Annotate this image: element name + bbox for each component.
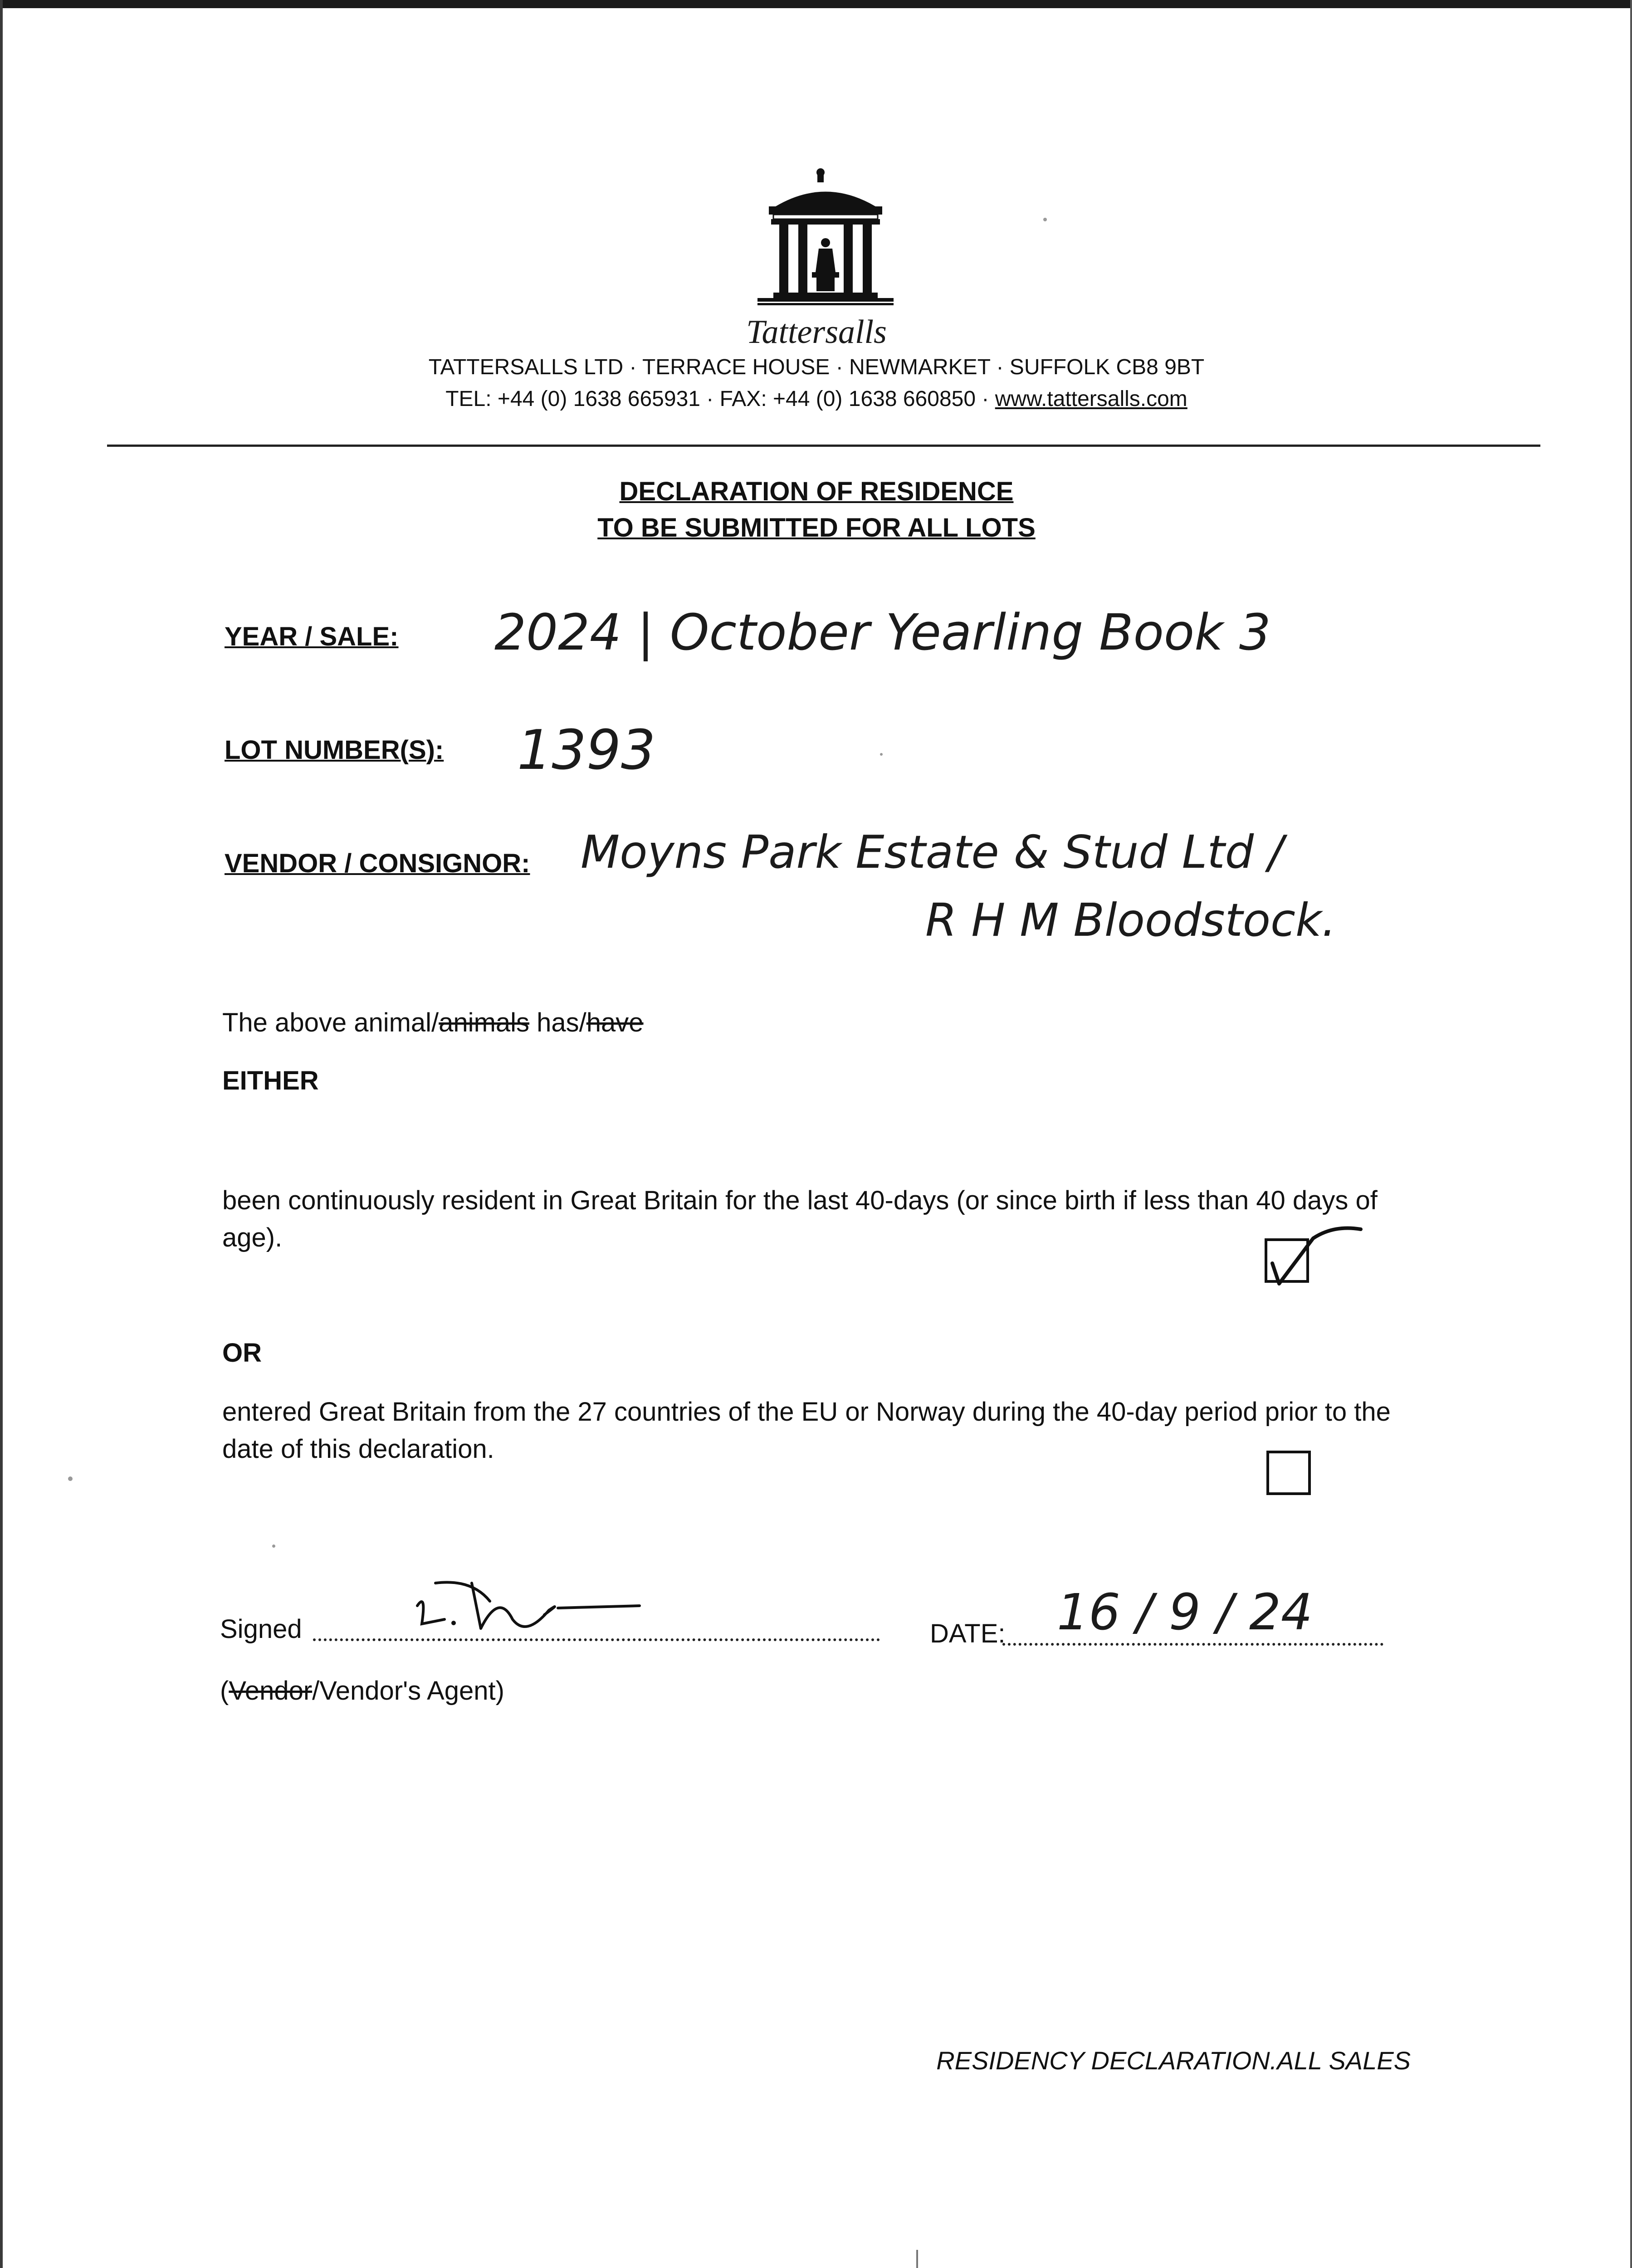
company-address: TATTERSALLS LTD · TERRACE HOUSE · NEWMARKET · SUFFOLK CB8 9BT (428, 355, 1205, 379)
brand-name: Tattersalls (746, 313, 887, 351)
website-link[interactable]: www.tattersalls.com (995, 387, 1187, 411)
signatory-role (220, 1676, 504, 1706)
tattersalls-temple-logo (748, 168, 903, 318)
date-line (1002, 1643, 1383, 1646)
company-contact (272, 386, 1361, 411)
lot-number-label: LOT NUMBER(S): (225, 735, 444, 765)
animal-statement (222, 1004, 644, 1041)
scan-mark (916, 2250, 918, 2268)
signed-label: Signed (220, 1614, 302, 1644)
contact-numbers: TEL: +44 (0) 1638 665931 · FAX: +44 (0) 1638 660850 · (445, 387, 995, 411)
check-mark-icon (1261, 1220, 1370, 1293)
scan-speck (1043, 218, 1047, 221)
handwritten-signature (408, 1574, 689, 1651)
scan-edge-top (0, 0, 1632, 8)
or-label: OR (222, 1338, 262, 1368)
option-2-checkbox[interactable] (1266, 1451, 1311, 1495)
vendor-label: VENDOR / CONSIGNOR: (225, 849, 530, 878)
scan-speck (880, 753, 883, 756)
date-label: DATE: (930, 1619, 1006, 1648)
vendor-value-line2[interactable]: R H M Bloodstock. (925, 894, 1336, 947)
form-subtitle: TO BE SUBMITTED FOR ALL LOTS (597, 513, 1036, 543)
year-sale-value[interactable]: 2024 | October Yearling Book 3 (494, 603, 1271, 661)
struck-have: have (586, 1008, 644, 1037)
role-rest: /Vendor's Agent) (312, 1676, 504, 1706)
option-1-text: been continuously resident in Great Britain for the last 40-days (or since birth if less than 40 days of age). (222, 1186, 1378, 1252)
scan-edge-left (0, 0, 3, 2268)
scan-speck (68, 1476, 73, 1481)
either-label: EITHER (222, 1066, 319, 1095)
year-sale-label: YEAR / SALE: (225, 622, 399, 651)
form-title: DECLARATION OF RESIDENCE (619, 477, 1014, 506)
struck-animals: animals (439, 1008, 530, 1037)
scan-speck (272, 1545, 275, 1548)
statement-prefix: The above animal/ (222, 1008, 439, 1037)
struck-vendor: Vendor (229, 1676, 313, 1706)
letterhead-divider (107, 445, 1540, 447)
role-open: ( (220, 1676, 229, 1706)
lot-number-value[interactable]: 1393 (517, 719, 656, 782)
scan-edge-right (1630, 0, 1632, 2268)
form-footer: RESIDENCY DECLARATION.ALL SALES (936, 2046, 1411, 2075)
vendor-value-line1[interactable]: Moyns Park Estate & Stud Ltd / (581, 826, 1284, 879)
option-2-text: entered Great Britain from the 27 countries of the EU or Norway during the 40-day period prior to the date of this declaration. (222, 1397, 1391, 1464)
date-value[interactable]: 16 / 9 / 24 (1057, 1583, 1313, 1641)
statement-has: has/ (529, 1008, 586, 1037)
